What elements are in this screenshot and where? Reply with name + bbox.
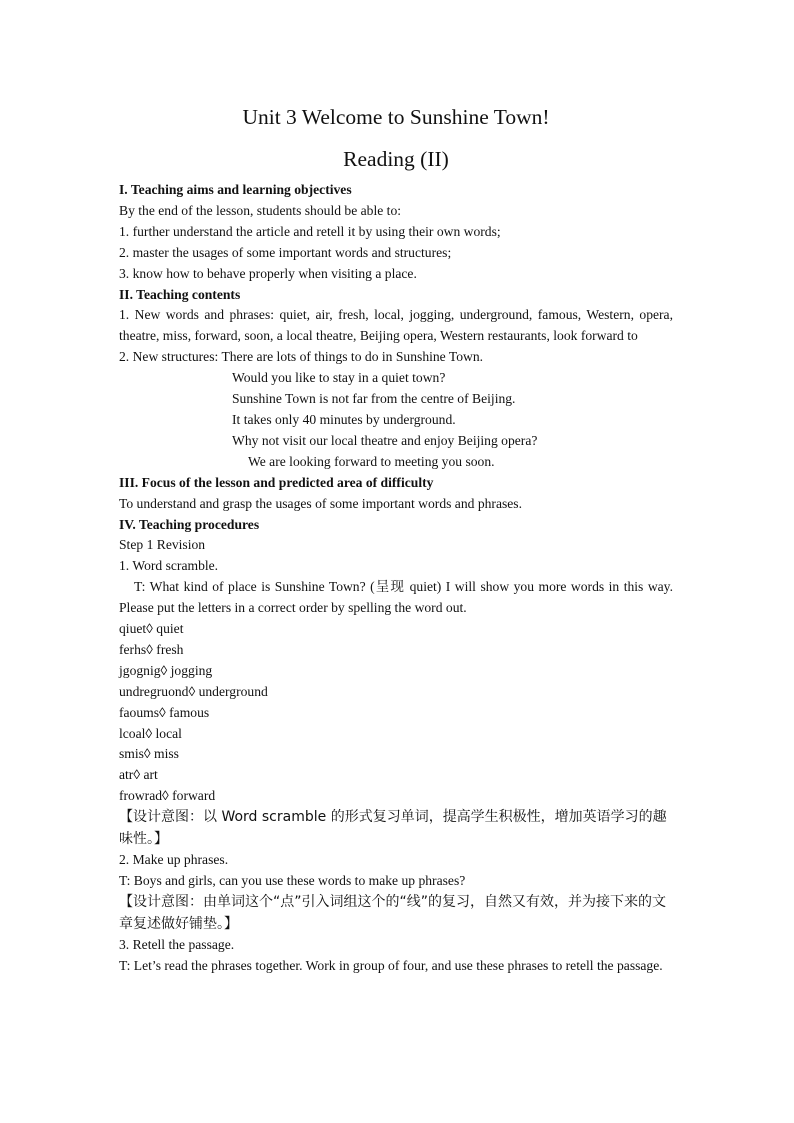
new-words-paragraph: 1. New words and phrases: quiet, air, fresh, local, jogging, underground, famous, Western, opera, theatre, miss, forward, soon, a local theatre, Beijing opera, Western restaurants, look forward to: [119, 307, 673, 344]
structure-sentence: It takes only 40 minutes by underground.: [232, 411, 456, 427]
aims-item: 2. master the usages of some important words and structures;: [119, 244, 452, 260]
scramble-item: jgognig◊ jogging: [119, 662, 213, 678]
teacher-line: T: Let’s read the phrases together. Work in group of four, and use these phrases to retell the passage.: [119, 957, 663, 973]
page-title: Unit 3 Welcome to Sunshine Town!: [242, 105, 550, 129]
structure-sentence: Why not visit our local theatre and enjoy Beijing opera?: [232, 432, 538, 448]
procedure-item: 1. Word scramble.: [119, 558, 219, 574]
structure-sentence: We are looking forward to meeting you soon.: [248, 453, 495, 469]
scramble-item: qiuet◊ quiet: [119, 621, 184, 637]
procedure-item: 2. Make up phrases.: [119, 852, 229, 868]
structures-line-first: [119, 347, 673, 368]
step-label: Step 1 Revision: [119, 537, 206, 553]
section-heading-aims: I. Teaching aims and learning objectives: [119, 182, 352, 197]
design-note: 【设计意图：由单词这个“点”引入词组这个的“线”的复习，自然又有效，并为接下来的文章复述做好铺垫。】: [119, 894, 667, 932]
focus-text: To understand and grasp the usages of some important words and phrases.: [119, 495, 522, 511]
teacher-line: T: What kind of place is Sunshine Town? (呈现 quiet) I will show you more words in this way. Please put the letters in a correct order by spelling the word out.: [119, 579, 673, 616]
aims-item: 1. further understand the article and retell it by using their own words;: [119, 223, 501, 239]
scramble-item: frowrad◊ forward: [119, 788, 216, 804]
structure-sentence: There are lots of things to do in Sunshine Town.: [221, 349, 484, 365]
scramble-item: lcoal◊ local: [119, 725, 182, 741]
scramble-item: faoums◊ famous: [119, 704, 210, 720]
design-note: 【设计意图：以 Word scramble 的形式复习单词，提高学生积极性，增加英语学习的趣味性。】: [119, 809, 667, 847]
procedure-item: 3. Retell the passage.: [119, 937, 235, 952]
aims-intro: By the end of the lesson, students should be able to:: [119, 202, 402, 218]
section-heading-focus: III. Focus of the lesson and predicted area of difficulty: [119, 474, 434, 490]
section-heading-contents: II. Teaching contents: [119, 286, 241, 302]
scramble-item: undregruond◊ underground: [119, 683, 268, 699]
structures-label: 2. New structures:: [119, 349, 219, 365]
document-page: [119, 100, 673, 977]
scramble-item: smis◊ miss: [119, 746, 179, 762]
aims-item: 3. know how to behave properly when visiting a place.: [119, 265, 417, 281]
structure-sentence: Would you like to stay in a quiet town?: [232, 370, 446, 386]
scramble-item: ferhs◊ fresh: [119, 641, 184, 657]
structure-sentence: Sunshine Town is not far from the centre of Beijing.: [232, 391, 516, 407]
scramble-item: atr◊ art: [119, 767, 158, 783]
section-heading-procedures: IV. Teaching procedures: [119, 516, 260, 532]
teacher-line: T: Boys and girls, can you use these words to make up phrases?: [119, 873, 466, 889]
page-subtitle: Reading (II): [343, 147, 449, 171]
